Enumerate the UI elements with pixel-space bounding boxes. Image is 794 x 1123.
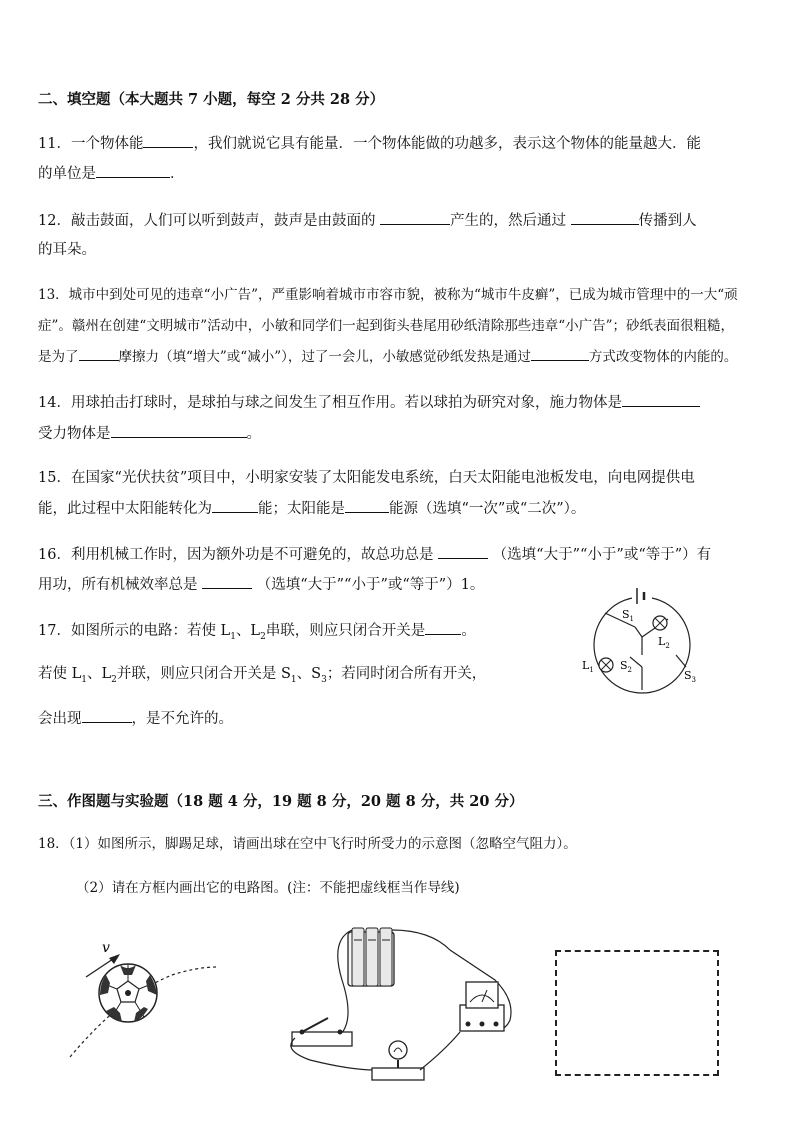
answer-blank[interactable] (380, 210, 450, 225)
light-bulb-icon (372, 1041, 424, 1080)
svg-text:v: v (102, 940, 110, 956)
question-18-part-2: （2）请在方框内画出它的电路图。(注：不能把虚线框当作导线) (76, 880, 460, 896)
question-13-line-2: 症”。赣州在创建“文明城市”活动中，小敏和同学们一起到街头巷尾用砂纸清除那些违章“小广告”；砂纸表面很粗糙， (38, 318, 735, 334)
circuit-diagram-q17 (580, 585, 710, 700)
svg-text:S3: $S_3$ (684, 669, 697, 684)
lamp-l1-icon (599, 658, 613, 672)
answer-blank[interactable] (143, 133, 193, 148)
question-17-line-3: 会出现 ，是不允许的。 (38, 708, 233, 729)
answer-blank[interactable] (345, 498, 389, 513)
question-17-line-2: 若使 $L_1$、$L_2$并联，则应只闭合开关是 $S_1$、$S_3$；若同时闭合所有开关， (38, 666, 487, 685)
question-16-line-1: 16．利用机械工作时，因为额外功是不可避免的，故总功总是 （选填“大于”“小于”或“等于”）有 (38, 544, 711, 565)
question-13-line-3: 是为了 摩擦力（填“增大”或“减小”），过了一会儿，小敏感觉砂纸发热是通过 方式改变物体的内能的。 (38, 346, 737, 367)
answer-blank[interactable] (212, 498, 258, 513)
question-13-line-1: 13．城市中到处可见的违章“小广告”，严重影响着城市市容市貌，被称为“城市牛皮癣”，已成为城市管理中的一大“顽 (38, 287, 738, 303)
switch-icon (292, 1018, 352, 1046)
question-16-line-2: 用功，所有机械效率总是 （选填“大于”“小于”或“等于”）1。 (38, 574, 484, 595)
answer-blank[interactable] (571, 210, 639, 225)
question-15-line-1: 15．在国家“光伏扶贫”项目中，小明家安装了太阳能发电系统，白天太阳能电池板发电，向电网提供电 (38, 470, 695, 486)
question-15-line-2: 能，此过程中太阳能转化为 能；太阳能是 能源（选填“一次”或“二次”）。 (38, 498, 585, 519)
answer-blank[interactable] (622, 392, 700, 407)
soccer-ball-icon (99, 964, 157, 1022)
answer-blank[interactable] (425, 620, 461, 635)
ammeter-icon (460, 982, 504, 1031)
soccer-ball-figure (62, 935, 222, 1065)
physical-circuit-figure (280, 920, 530, 1085)
section-3-title: 三、作图题与实验题（18 题 4 分，19 题 8 分，20 题 8 分，共 20 分） (38, 793, 524, 810)
answer-blank[interactable] (96, 163, 170, 178)
question-11-line-1: 11．一个物体能 ，我们就说它具有能量．一个物体能做的功越多，表示这个物体的能量越大．能 (38, 133, 701, 154)
svg-text:L1: $L_1$ (582, 659, 594, 674)
answer-blank[interactable] (111, 423, 247, 438)
answer-blank[interactable] (202, 574, 252, 589)
answer-blank[interactable] (82, 708, 132, 723)
answer-blank[interactable] (79, 346, 119, 361)
svg-text:S1: $S_1$ (622, 608, 635, 623)
svg-text:L2: $L_2$ (658, 635, 670, 650)
answer-box-dashed[interactable] (555, 950, 719, 1076)
svg-text:S2: $S_2$ (620, 659, 633, 674)
question-14-line-1: 14．用球拍击打球时，是球拍与球之间发生了相互作用。若以球拍为研究对象，施力物体是 (38, 392, 700, 413)
question-11-line-2: 的单位是 ． (38, 163, 185, 184)
lamp-l2-icon (653, 616, 667, 630)
section-2-title: 二、填空题（本大题共 7 小题，每空 2 分共 28 分） (38, 91, 385, 108)
answer-blank[interactable] (438, 544, 488, 559)
question-17-line-1: 17．如图所示的电路：若使 $L_1$、$L_2$串联，则应只闭合开关是 。 (38, 620, 476, 647)
question-12-line-2: 的耳朵。 (38, 242, 96, 258)
question-12-line-1: 12．敲击鼓面，人们可以听到鼓声，鼓声是由鼓面的 产生的，然后通过 传播到人 (38, 210, 697, 231)
answer-blank[interactable] (531, 346, 589, 361)
battery-pack-icon (348, 928, 394, 986)
question-18-part-1: 18．（1）如图所示，脚踢足球，请画出球在空中飞行时所受力的示意图（忽略空气阻力）。 (38, 836, 577, 852)
question-14-line-2: 受力物体是 。 (38, 423, 261, 444)
